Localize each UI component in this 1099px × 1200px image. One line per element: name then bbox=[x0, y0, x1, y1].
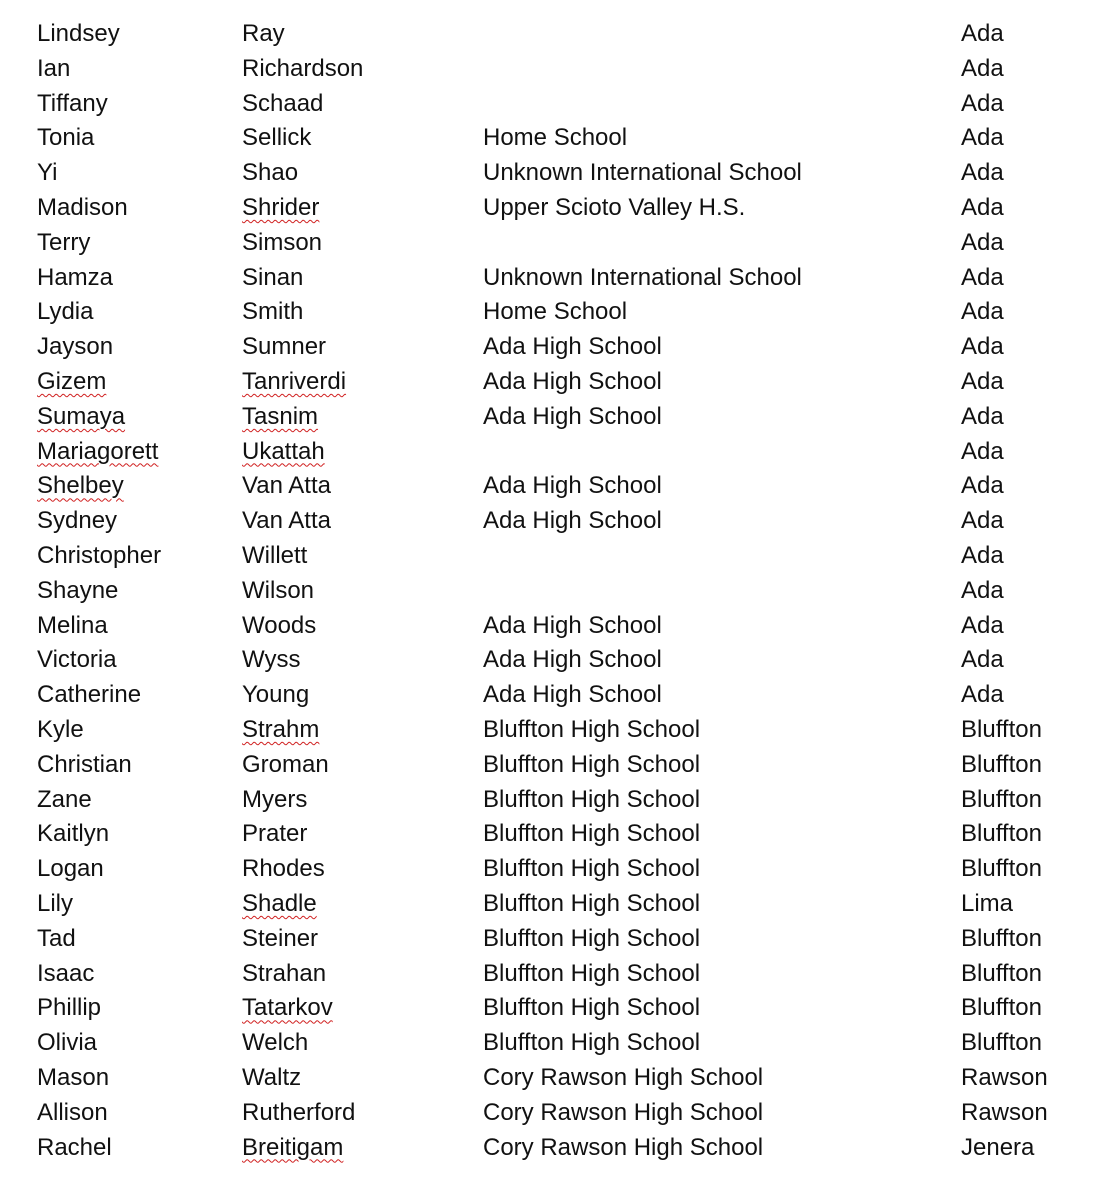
school-cell: Bluffton High School bbox=[483, 785, 701, 813]
last-name-cell: Shao bbox=[242, 159, 299, 187]
last-name-cell: Tanriverdi bbox=[242, 367, 347, 395]
first-name-cell: Mason bbox=[37, 1063, 110, 1091]
school-cell: Home School bbox=[483, 298, 628, 326]
school-cell: Bluffton High School bbox=[483, 994, 701, 1022]
table-row bbox=[37, 261, 1077, 296]
table-row bbox=[37, 609, 1077, 644]
city-cell: Bluffton bbox=[961, 994, 1042, 1022]
school-cell: Ada High School bbox=[483, 472, 662, 500]
first-name-cell: Ian bbox=[37, 54, 71, 82]
first-name-cell: Sydney bbox=[37, 507, 118, 535]
city-cell: Ada bbox=[961, 437, 1004, 465]
table-row bbox=[37, 1131, 1077, 1166]
table-row bbox=[37, 783, 1077, 818]
last-name-cell: Schaad bbox=[242, 89, 324, 117]
table-row bbox=[37, 191, 1077, 226]
table-row bbox=[37, 365, 1077, 400]
city-cell: Ada bbox=[961, 298, 1004, 326]
last-name-cell: Prater bbox=[242, 820, 308, 848]
first-name-cell: Sumaya bbox=[37, 402, 126, 430]
school-cell: Ada High School bbox=[483, 333, 662, 361]
school-cell: Bluffton High School bbox=[483, 924, 701, 952]
table-row bbox=[37, 539, 1077, 574]
first-name-cell: Tiffany bbox=[37, 89, 108, 117]
city-cell: Ada bbox=[961, 228, 1004, 256]
first-name-cell: Lily bbox=[37, 889, 74, 917]
first-name-cell: Allison bbox=[37, 1098, 108, 1126]
city-cell: Ada bbox=[961, 507, 1004, 535]
first-name-cell: Rachel bbox=[37, 1133, 112, 1161]
table-row bbox=[37, 1026, 1077, 1061]
last-name-cell: Simson bbox=[242, 228, 323, 256]
table-row bbox=[37, 1061, 1077, 1096]
school-cell: Cory Rawson High School bbox=[483, 1133, 764, 1161]
table-row bbox=[37, 435, 1077, 470]
last-name-cell: Sumner bbox=[242, 333, 327, 361]
city-cell: Rawson bbox=[961, 1063, 1048, 1091]
first-name-cell: Lydia bbox=[37, 298, 94, 326]
school-cell: Ada High School bbox=[483, 507, 662, 535]
first-name-cell: Logan bbox=[37, 855, 104, 883]
first-name-cell: Jayson bbox=[37, 333, 114, 361]
last-name-cell: Van Atta bbox=[242, 507, 331, 535]
first-name-cell: Catherine bbox=[37, 681, 142, 709]
city-cell: Ada bbox=[961, 402, 1004, 430]
last-name-cell: Strahm bbox=[242, 715, 320, 743]
last-name-cell: Richardson bbox=[242, 54, 364, 82]
city-cell: Ada bbox=[961, 159, 1004, 187]
first-name-cell: Olivia bbox=[37, 1029, 98, 1057]
city-cell: Ada bbox=[961, 263, 1004, 291]
table-row bbox=[37, 887, 1077, 922]
last-name-cell: Rhodes bbox=[242, 855, 325, 883]
last-name-cell: Ray bbox=[242, 20, 285, 47]
city-cell: Rawson bbox=[961, 1098, 1048, 1126]
school-cell: Bluffton High School bbox=[483, 959, 701, 987]
city-cell: Jenera bbox=[961, 1133, 1035, 1161]
city-cell: Bluffton bbox=[961, 750, 1042, 778]
school-cell: Bluffton High School bbox=[483, 820, 701, 848]
last-name-cell: Myers bbox=[242, 785, 308, 813]
table-row bbox=[37, 678, 1077, 713]
school-cell: Ada High School bbox=[483, 402, 662, 430]
school-cell: Ada High School bbox=[483, 611, 662, 639]
school-cell: Bluffton High School bbox=[483, 1029, 701, 1057]
city-cell: Bluffton bbox=[961, 924, 1042, 952]
last-name-cell: Groman bbox=[242, 750, 329, 778]
first-name-cell: Hamza bbox=[37, 263, 114, 291]
first-name-cell: Lindsey bbox=[37, 20, 120, 47]
city-cell: Ada bbox=[961, 367, 1004, 395]
table-row bbox=[37, 469, 1077, 504]
roster-table bbox=[37, 17, 1077, 1165]
table-row bbox=[37, 852, 1077, 887]
city-cell: Bluffton bbox=[961, 820, 1042, 848]
last-name-cell: Shrider bbox=[242, 193, 320, 221]
first-name-cell: Melina bbox=[37, 611, 108, 639]
school-cell: Unknown International School bbox=[483, 263, 802, 291]
last-name-cell: Young bbox=[242, 681, 310, 709]
first-name-cell: Kaitlyn bbox=[37, 820, 110, 848]
table-row bbox=[37, 87, 1077, 122]
last-name-cell: Rutherford bbox=[242, 1098, 356, 1126]
first-name-cell: Tad bbox=[37, 924, 76, 952]
last-name-cell: Breitigam bbox=[242, 1133, 344, 1161]
last-name-cell: Waltz bbox=[242, 1063, 302, 1091]
first-name-cell: Mariagorett bbox=[37, 437, 159, 465]
school-cell: Bluffton High School bbox=[483, 889, 701, 917]
table-row bbox=[37, 330, 1077, 365]
school-cell: Home School bbox=[483, 124, 628, 152]
first-name-cell: Isaac bbox=[37, 959, 95, 987]
table-row bbox=[37, 713, 1077, 748]
table-row bbox=[37, 156, 1077, 191]
school-cell: Ada High School bbox=[483, 681, 662, 709]
first-name-cell: Shelbey bbox=[37, 472, 124, 500]
first-name-cell: Yi bbox=[37, 159, 58, 187]
school-cell: Ada High School bbox=[483, 367, 662, 395]
school-cell: Cory Rawson High School bbox=[483, 1063, 764, 1091]
last-name-cell: Strahan bbox=[242, 959, 327, 987]
school-cell: Bluffton High School bbox=[483, 855, 701, 883]
first-name-cell: Tonia bbox=[37, 124, 95, 152]
table-row bbox=[37, 991, 1077, 1026]
first-name-cell: Zane bbox=[37, 785, 92, 813]
table-row bbox=[37, 643, 1077, 678]
table-row bbox=[37, 226, 1077, 261]
first-name-cell: Victoria bbox=[37, 646, 117, 674]
last-name-cell: Woods bbox=[242, 611, 317, 639]
last-name-cell: Smith bbox=[242, 298, 304, 326]
city-cell: Bluffton bbox=[961, 855, 1042, 883]
first-name-cell: Kyle bbox=[37, 715, 84, 743]
last-name-cell: Sinan bbox=[242, 263, 304, 291]
city-cell: Ada bbox=[961, 54, 1004, 82]
city-cell: Ada bbox=[961, 333, 1004, 361]
last-name-cell: Tasnim bbox=[242, 402, 319, 430]
table-row bbox=[37, 1096, 1077, 1131]
city-cell: Ada bbox=[961, 646, 1004, 674]
last-name-cell: Tatarkov bbox=[242, 994, 333, 1022]
table-row bbox=[37, 17, 1077, 52]
city-cell: Ada bbox=[961, 541, 1004, 569]
table-row bbox=[37, 922, 1077, 957]
city-cell: Ada bbox=[961, 576, 1004, 604]
city-cell: Ada bbox=[961, 611, 1004, 639]
city-cell: Bluffton bbox=[961, 1029, 1042, 1057]
city-cell: Ada bbox=[961, 681, 1004, 709]
last-name-cell: Wilson bbox=[242, 576, 315, 604]
school-cell: Bluffton High School bbox=[483, 715, 701, 743]
school-cell: Cory Rawson High School bbox=[483, 1098, 764, 1126]
city-cell: Ada bbox=[961, 20, 1004, 47]
table-row bbox=[37, 52, 1077, 87]
last-name-cell: Steiner bbox=[242, 924, 319, 952]
table-row bbox=[37, 817, 1077, 852]
school-cell: Bluffton High School bbox=[483, 750, 701, 778]
last-name-cell: Welch bbox=[242, 1029, 309, 1057]
table-row bbox=[37, 504, 1077, 539]
school-cell: Upper Scioto Valley H.S. bbox=[483, 193, 746, 221]
first-name-cell: Phillip bbox=[37, 994, 102, 1022]
city-cell: Bluffton bbox=[961, 715, 1042, 743]
city-cell: Ada bbox=[961, 89, 1004, 117]
table-row bbox=[37, 574, 1077, 609]
last-name-cell: Ukattah bbox=[242, 437, 325, 465]
city-cell: Ada bbox=[961, 124, 1004, 152]
table-row bbox=[37, 748, 1077, 783]
first-name-cell: Terry bbox=[37, 228, 91, 256]
table-row bbox=[37, 295, 1077, 330]
city-cell: Ada bbox=[961, 193, 1004, 221]
first-name-cell: Shayne bbox=[37, 576, 119, 604]
last-name-cell: Sellick bbox=[242, 124, 312, 152]
first-name-cell: Madison bbox=[37, 193, 128, 221]
city-cell: Ada bbox=[961, 472, 1004, 500]
city-cell: Bluffton bbox=[961, 785, 1042, 813]
table-row bbox=[37, 121, 1077, 156]
city-cell: Lima bbox=[961, 889, 1014, 917]
city-cell: Bluffton bbox=[961, 959, 1042, 987]
school-cell: Unknown International School bbox=[483, 159, 802, 187]
school-cell: Ada High School bbox=[483, 646, 662, 674]
table-row bbox=[37, 400, 1077, 435]
last-name-cell: Willett bbox=[242, 541, 308, 569]
table-row bbox=[37, 957, 1077, 992]
last-name-cell: Shadle bbox=[242, 889, 317, 917]
first-name-cell: Christopher bbox=[37, 541, 162, 569]
last-name-cell: Van Atta bbox=[242, 472, 331, 500]
last-name-cell: Wyss bbox=[242, 646, 301, 674]
first-name-cell: Christian bbox=[37, 750, 132, 778]
first-name-cell: Gizem bbox=[37, 367, 107, 395]
